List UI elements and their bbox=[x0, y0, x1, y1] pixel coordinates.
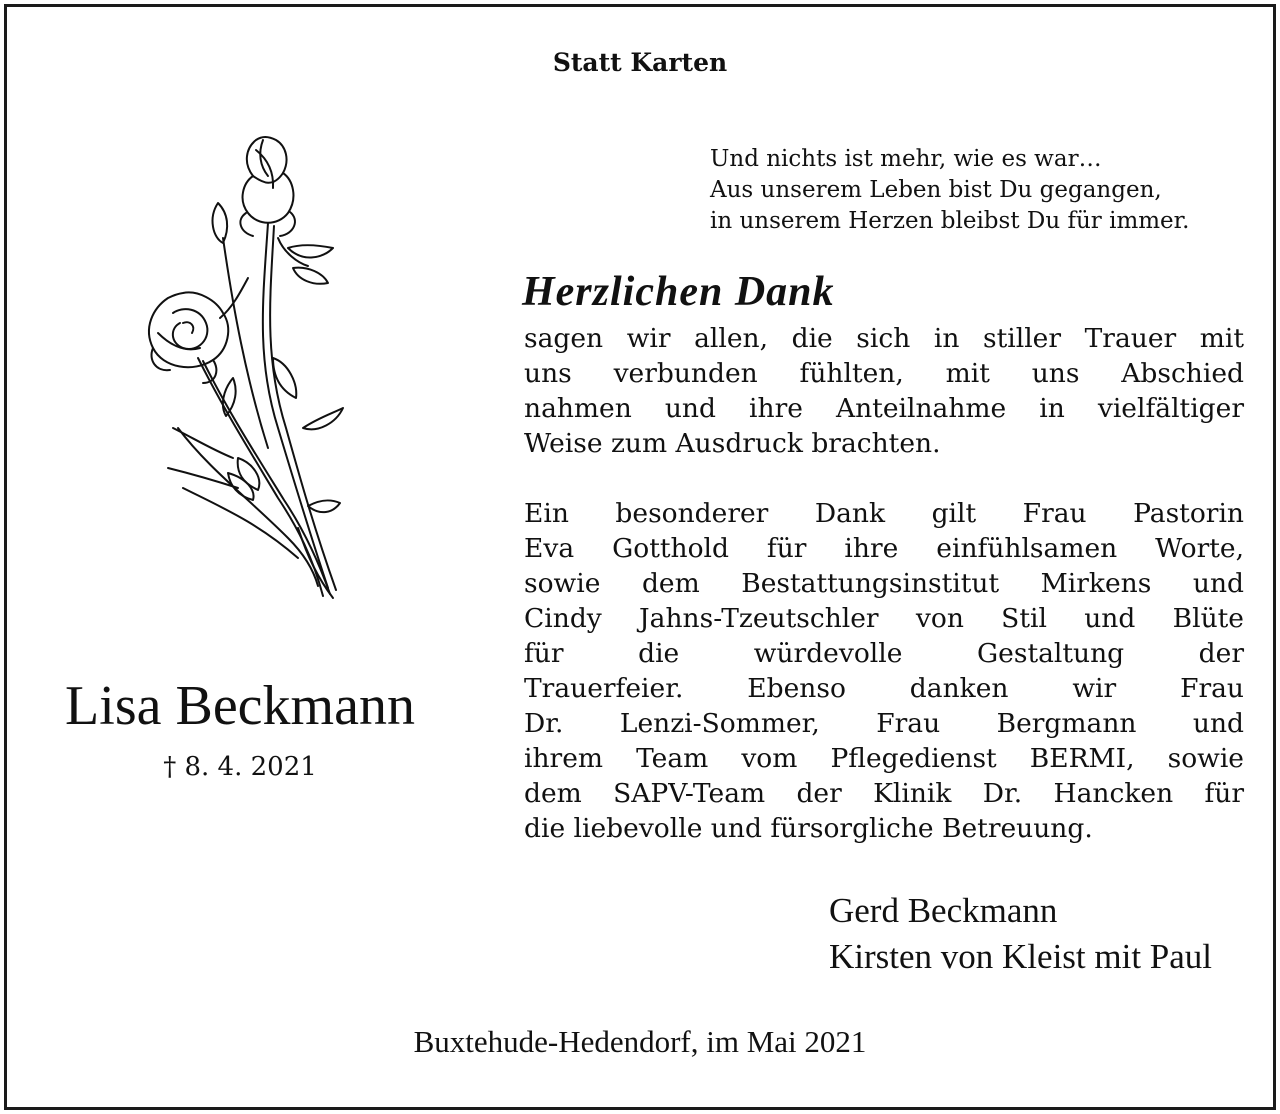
paragraph-line: Cindy Jahns-Tzeutschler von Stil und Blüte bbox=[524, 603, 1244, 634]
thanks-paragraph-2 bbox=[524, 496, 1244, 846]
paragraph-line: die liebevolle und fürsorgliche Betreuung. bbox=[524, 813, 1093, 844]
signers bbox=[829, 888, 1212, 980]
signer-name: Gerd Beckmann bbox=[829, 891, 1058, 930]
paragraph-line: sowie dem Bestattungsinstitut Mirkens und bbox=[524, 568, 1244, 599]
paragraph-line: sagen wir allen, die sich in stiller Trauer mit bbox=[524, 323, 1244, 354]
paragraph-line: nahmen und ihre Anteilnahme in vielfältiger bbox=[524, 393, 1244, 424]
paragraph-line: dem SAPV-Team der Klinik Dr. Hancken für bbox=[524, 778, 1244, 809]
paragraph-line: Eva Gotthold für ihre einfühlsamen Worte, bbox=[524, 533, 1244, 564]
paragraph-line: ihrem Team vom Pflegedienst BERMI, sowie bbox=[524, 743, 1244, 774]
thanks-title: Herzlichen Dank bbox=[522, 269, 835, 315]
signer-name: Kirsten von Kleist mit Paul bbox=[829, 937, 1213, 976]
paragraph-line: für die würdevolle Gestaltung der bbox=[524, 638, 1244, 669]
death-date: † 8. 4. 2021 bbox=[163, 752, 317, 782]
rose-illustration-icon bbox=[128, 128, 368, 608]
paragraph-line: uns verbunden fühlten, mit uns Abschied bbox=[524, 358, 1244, 389]
paragraph-line: Ein besonderer Dank gilt Frau Pastorin bbox=[524, 498, 1244, 529]
header-statt-karten: Statt Karten bbox=[552, 48, 728, 77]
motto-line: in unserem Herzen bleibst Du für immer. bbox=[710, 208, 1190, 234]
place-and-date: Buxtehude-Hedendorf, im Mai 2021 bbox=[413, 1024, 867, 1059]
motto-line: Aus unserem Leben bist Du gegangen, bbox=[710, 177, 1162, 203]
deceased-name: Lisa Beckmann bbox=[65, 675, 415, 737]
paragraph-line: Weise zum Ausdruck brachten. bbox=[524, 428, 941, 459]
motto-verse bbox=[710, 144, 1270, 237]
paragraph-line: Dr. Lenzi-Sommer, Frau Bergmann und bbox=[524, 708, 1244, 739]
thanks-paragraph-1 bbox=[524, 321, 1244, 461]
motto-line: Und nichts ist mehr, wie es war… bbox=[710, 146, 1102, 172]
paragraph-line: Trauerfeier. Ebenso danken wir Frau bbox=[524, 673, 1244, 704]
